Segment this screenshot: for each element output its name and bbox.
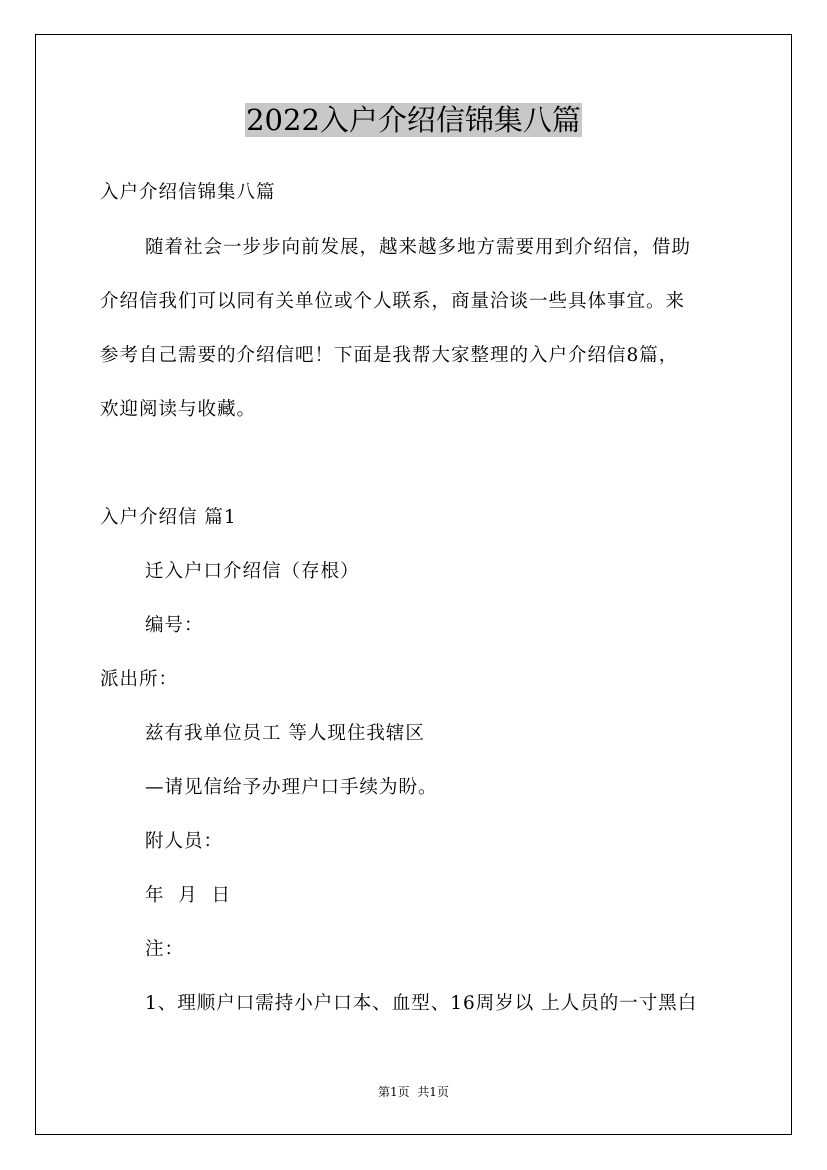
body-line: 派出所： — [100, 669, 179, 690]
body-line: 迁入户口介绍信（存根） — [145, 561, 360, 582]
section-heading: 入户介绍信 篇1 — [100, 507, 237, 528]
document-subtitle: 入户介绍信锦集八篇 — [100, 182, 276, 203]
intro-line: 参考自己需要的介绍信吧！下面是我帮大家整理的入户介绍信8篇， — [100, 345, 679, 366]
page-footer: 第1页 共1页 — [378, 1085, 449, 1099]
body-line: —请见信给予办理户口手续为盼。 — [145, 777, 438, 798]
body-line: 1、理顺户口需持小户口本、血型、16周岁以 上人员的一寸黑白 — [145, 993, 698, 1014]
intro-line: 随着社会一步步向前发展，越来越多地方需要用到介绍信，借助 — [145, 237, 692, 258]
body-line: 编号： — [145, 615, 204, 636]
body-line: 兹有我单位员工 等人现住我辖区 — [145, 723, 425, 744]
body-line: 年 月 日 — [145, 885, 232, 906]
document-title: 2022入户介绍信锦集八篇 — [246, 103, 581, 137]
intro-line: 介绍信我们可以同有关单位或个人联系，商量洽谈一些具体事宜。来 — [100, 291, 686, 312]
body-line: 注： — [145, 939, 185, 960]
intro-line: 欢迎阅读与收藏。 — [100, 399, 257, 420]
body-line: 附人员： — [145, 831, 224, 852]
